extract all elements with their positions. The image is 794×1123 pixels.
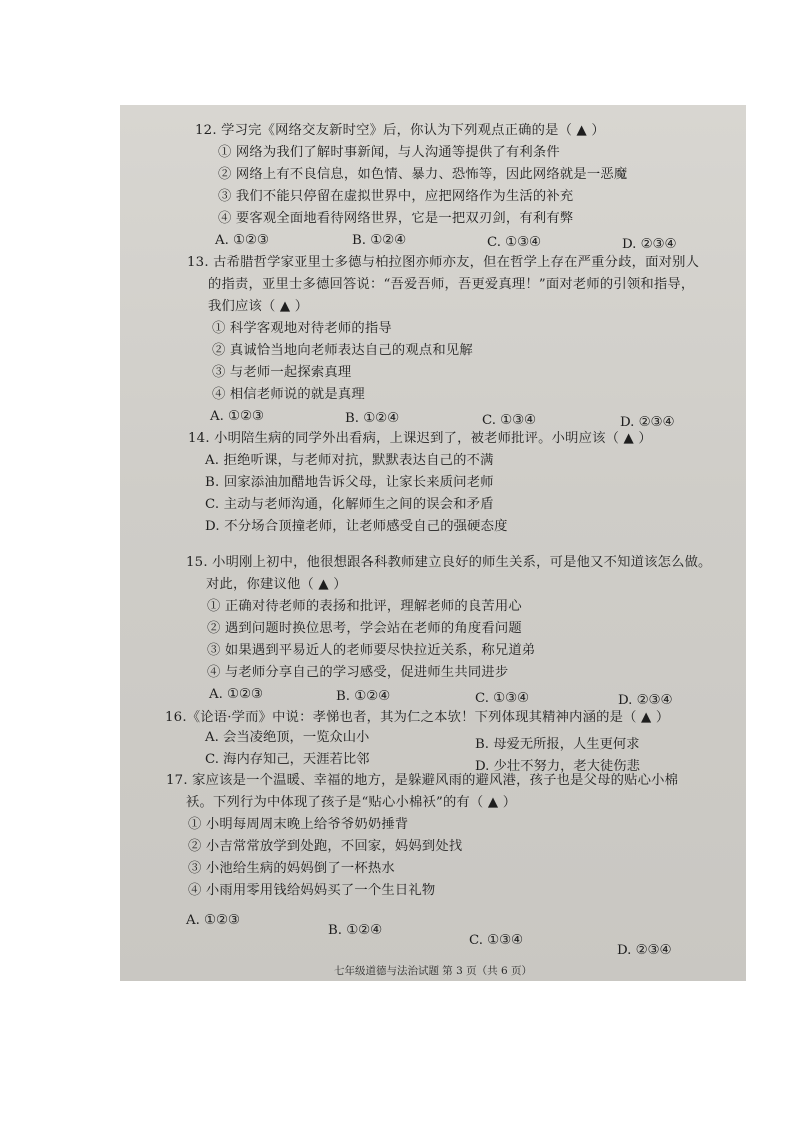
question-stem: 16.《论语·学而》中说：孝悌也者，其为仁之本欤！下列体现其精神内涵的是（ ▲ ） [165, 710, 670, 725]
statement-item: ① 正确对待老师的表扬和批评，理解老师的良苦用心 [207, 599, 522, 614]
answer-option: D. 少壮不努力，老大徒伤悲 [475, 759, 640, 774]
answer-option: C. ①③④ [482, 413, 536, 428]
statement-item: ① 小明每周周末晚上给爷爷奶奶捶背 [188, 817, 409, 832]
answer-option: A. ①②③ [215, 233, 269, 248]
statement-item: ④ 与老师分享自己的学习感受，促进师生共同进步 [207, 665, 509, 680]
statement-item: ③ 如果遇到平易近人的老师要尽快拉近关系，称兄道弟 [207, 643, 536, 658]
statement-item: ④ 小雨用零用钱给妈妈买了一个生日礼物 [188, 883, 436, 898]
exam-questions [120, 105, 746, 981]
question-stem-continued: 的指责，亚里士多德回答说：“吾爱吾师，吾更爱真理！”面对老师的引领和指导， [208, 277, 695, 292]
statement-item: B. 回家添油加醋地告诉父母，让家长来质问老师 [205, 475, 494, 490]
statement-item: ④ 要客观全面地看待网络世界，它是一把双刃剑，有利有弊 [218, 211, 574, 226]
statement-item: ③ 我们不能只停留在虚拟世界中，应把网络作为生活的补充 [218, 189, 574, 204]
statement-item: ② 网络上有不良信息，如色情、暴力、恐怖等，因此网络就是一恶魔 [218, 167, 628, 182]
statement-item: D. 不分场合顶撞老师，让老师感受自己的强硬态度 [205, 519, 508, 534]
answer-option: B. ①②④ [336, 689, 390, 704]
question-stem-continued: 我们应该（ ▲ ） [208, 299, 309, 314]
question-stem: 15. 小明刚上初中，他很想跟各科教师建立良好的师生关系，可是他又不知道该怎么做。 [186, 555, 712, 570]
statement-item: ② 真诚恰当地向老师表达自己的观点和见解 [212, 343, 473, 358]
statement-item: ① 网络为我们了解时事新闻，与人沟通等提供了有利条件 [218, 145, 560, 160]
question-stem: 12. 学习完《网络交友新时空》后，你认为下列观点正确的是（ ▲ ） [195, 123, 605, 138]
answer-option: D. ②③④ [617, 943, 672, 958]
answer-option: C. 海内存知己，天涯若比邻 [205, 752, 370, 767]
answer-option: C. ①③④ [487, 235, 541, 250]
answer-option: D. ②③④ [618, 693, 673, 708]
answer-option: A. 会当凌绝顶，一览众山小 [205, 730, 370, 745]
answer-option: C. ①③④ [475, 691, 529, 706]
page-footer: 七年级道德与法治试题 第 3 页（共 6 页） [333, 965, 533, 977]
question-stem: 13. 古希腊哲学家亚里士多德与柏拉图亦师亦友，但在哲学上存在严重分歧，面对别人 [187, 255, 700, 270]
answer-option: A. ①②③ [209, 687, 263, 702]
answer-option: C. ①③④ [469, 933, 523, 948]
statement-item: A. 拒绝听课，与老师对抗，默默表达自己的不满 [205, 453, 494, 468]
statement-item: ① 科学客观地对待老师的指导 [212, 321, 392, 336]
answer-option: B. ①②④ [328, 923, 382, 938]
question-stem-continued: 对此，你建议他（ ▲ ） [206, 577, 347, 592]
question-stem: 14. 小明陪生病的同学外出看病，上课迟到了，被老师批评。小明应该（ ▲ ） [188, 431, 652, 446]
question-stem: 17. 家应该是一个温暖、幸福的地方，是躲避风雨的避风港，孩子也是父母的贴心小棉 [166, 773, 679, 788]
answer-option: A. ①②③ [210, 409, 264, 424]
answer-option: D. ②③④ [620, 415, 675, 430]
exam-page-photo [120, 105, 746, 981]
answer-option: A. ①②③ [186, 913, 240, 928]
statement-item: ② 遇到问题时换位思考，学会站在老师的角度看问题 [207, 621, 522, 636]
answer-option: B. ①②④ [352, 233, 406, 248]
statement-item: ② 小吉常常放学到处跑，不回家，妈妈到处找 [188, 839, 463, 854]
answer-option: B. 母爱无所报，人生更何求 [475, 737, 640, 752]
statement-item: ③ 小池给生病的妈妈倒了一杯热水 [188, 861, 395, 876]
question-stem-continued: 袄。下列行为中体现了孩子是“贴心小棉袄”的有（ ▲ ） [186, 795, 517, 810]
statement-item: ③ 与老师一起探索真理 [212, 365, 352, 380]
answer-option: B. ①②④ [345, 411, 399, 426]
answer-option: D. ②③④ [622, 237, 677, 252]
statement-item: C. 主动与老师沟通，化解师生之间的误会和矛盾 [205, 497, 494, 512]
statement-item: ④ 相信老师说的就是真理 [212, 387, 365, 402]
